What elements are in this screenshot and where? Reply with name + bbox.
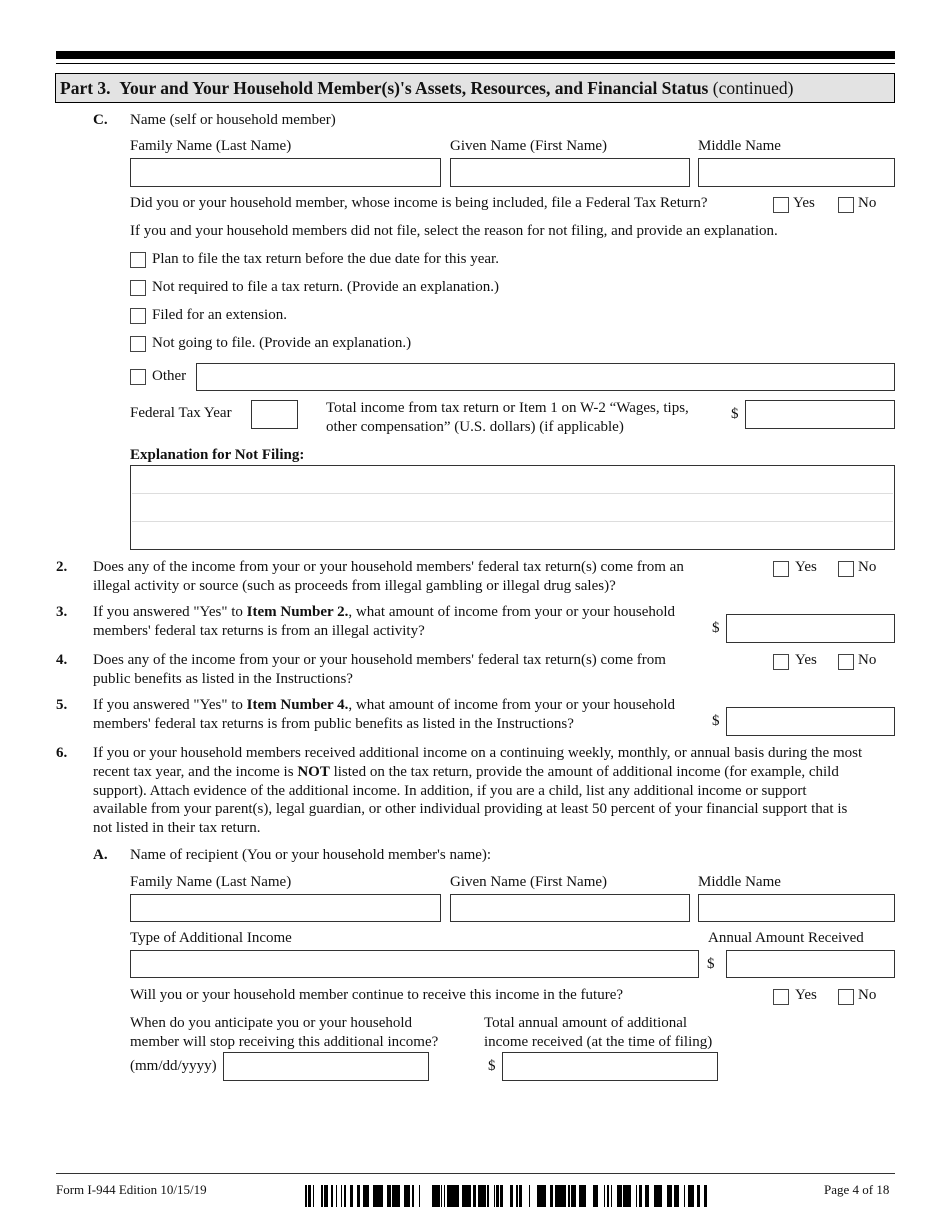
reason-extension-label: Filed for an extension. [152, 307, 287, 323]
page-number: Page 4 of 18 [824, 1182, 890, 1197]
item-4-line1: Does any of the income from your or your household members' federal tax return(s) come from [93, 652, 666, 668]
item-4-yes-label: Yes [795, 652, 817, 668]
reason-other-label: Other [152, 368, 187, 384]
explanation-label: Explanation for Not Filing: [130, 447, 305, 463]
middle-name-input[interactable] [698, 158, 895, 187]
total-annual-amount-input[interactable] [502, 1052, 718, 1081]
annual-amount-label: Annual Amount Received [708, 930, 864, 946]
a-middle-name-input[interactable] [698, 894, 895, 922]
form-edition: Form I-944 Edition 10/15/19 [56, 1182, 207, 1197]
stop-date-label-line2: member will stop receiving this additional income? [130, 1034, 439, 1050]
filed-yes-label: Yes [793, 195, 815, 211]
continue-no-label: No [858, 987, 877, 1003]
stop-date-label-line1: When do you anticipate you or your household [130, 1015, 413, 1031]
type-additional-income-label: Type of Additional Income [130, 930, 292, 946]
item-3-line1-bold: Item Number 2. [246, 604, 349, 620]
barcode-bar [704, 1185, 707, 1207]
explanation-rule [132, 521, 893, 522]
item-6-line3: support). Attach evidence of the additional income. In addition, if you are a child, list any additional income or support [93, 783, 807, 799]
item-4-no-label: No [858, 652, 877, 668]
item-6-line2-bold: NOT [297, 764, 330, 780]
total-income-dollar-sign: $ [731, 406, 739, 422]
filed-tax-return-question: Did you or your household member, whose income is being included, file a Federal Tax Return? [130, 195, 708, 211]
section-a-letter: A. [93, 847, 108, 863]
item-6-line4: available from your parent(s), legal guardian, or other individual providing at least 50 percent of your financial support that is [93, 801, 848, 817]
family-name-label: Family Name (Last Name) [130, 138, 292, 154]
item-2-line2: illegal activity or source (such as proceeds from illegal gambling or illegal drug sales)? [93, 578, 616, 594]
part-header [55, 73, 895, 103]
total-income-input[interactable] [745, 400, 895, 429]
footer-rule [56, 1173, 895, 1174]
continue-no-checkbox[interactable] [838, 989, 854, 1005]
item-5-amount-input[interactable] [726, 707, 895, 736]
total-annual-label-line2: income received (at the time of filing) [484, 1034, 713, 1050]
recipient-label: Name of recipient (You or your household member's name): [130, 847, 492, 863]
part-title-suffix: (continued) [712, 78, 794, 98]
item-3-dollar-sign: $ [712, 620, 720, 636]
given-name-input[interactable] [450, 158, 690, 187]
item-2-number: 2. [56, 559, 68, 575]
item-6-line1: If you or your household members received additional income on a continuing weekly, monthly, or annual basis during the most [93, 745, 863, 761]
not-filed-instruction: If you and your household members did not file, select the reason for not filing, and provide an explanation. [130, 223, 778, 239]
item-4-line2: public benefits as listed in the Instructions? [93, 671, 353, 687]
item-5-number: 5. [56, 697, 68, 713]
item-3-line1 [93, 603, 675, 622]
part-label: Part 3. [60, 78, 111, 98]
item-3-number: 3. [56, 604, 68, 620]
item-5-line2: members' federal tax returns is from public benefits as listed in the Instructions? [93, 716, 574, 732]
reason-not-required-label: Not required to file a tax return. (Provide an explanation.) [152, 279, 499, 295]
item-4-number: 4. [56, 652, 68, 668]
item-2-yes-checkbox[interactable] [773, 561, 789, 577]
item-3-line1-pre: If you answered "Yes" to [93, 604, 247, 620]
barcode [305, 1185, 707, 1207]
item-6-line2-post: listed on the tax return, provide the amount of additional income (for example, child [329, 764, 839, 780]
continue-income-question: Will you or your household member continue to receive this income in the future? [130, 987, 624, 1003]
top-thick-rule [56, 51, 895, 59]
item-6-line5: not listed in their tax return. [93, 820, 261, 836]
item-5-dollar-sign: $ [712, 713, 720, 729]
item-5-line1 [93, 696, 675, 715]
item-3-line2: members' federal tax returns is from an illegal activity? [93, 623, 425, 639]
explanation-textarea[interactable] [130, 465, 895, 550]
date-format-label: (mm/dd/yyyy) [130, 1058, 217, 1074]
item-5-line1-post: , what amount of income from your or your household [348, 697, 676, 713]
name-self-label: Name (self or household member) [130, 112, 336, 128]
family-name-input[interactable] [130, 158, 441, 187]
annual-amount-dollar-sign: $ [707, 956, 715, 972]
middle-name-label: Middle Name [698, 138, 781, 154]
reason-not-going-label: Not going to file. (Provide an explanation.) [152, 335, 412, 351]
item-2-yes-label: Yes [795, 559, 817, 575]
section-c-letter: C. [93, 112, 108, 128]
item-6-line2 [93, 763, 839, 782]
total-income-label-line2: other compensation” (U.S. dollars) (if applicable) [326, 419, 624, 435]
given-name-label: Given Name (First Name) [450, 138, 608, 154]
federal-tax-year-label: Federal Tax Year [130, 405, 232, 421]
filed-no-label: No [858, 195, 877, 211]
total-income-label-line1: Total income from tax return or Item 1 on W-2 “Wages, tips, [326, 400, 689, 416]
part-title: Your and Your Household Member(s)'s Assets, Resources, and Financial Status [119, 78, 709, 98]
item-4-yes-checkbox[interactable] [773, 654, 789, 670]
a-middle-name-label: Middle Name [698, 874, 781, 890]
reason-extension-checkbox[interactable] [130, 308, 146, 324]
item-6-number: 6. [56, 745, 68, 761]
item-3-line1-post: , what amount of income from your or your household [348, 604, 676, 620]
a-given-name-input[interactable] [450, 894, 690, 922]
total-annual-label-line1: Total annual amount of additional [484, 1015, 688, 1031]
total-annual-dollar-sign: $ [488, 1058, 496, 1074]
type-additional-income-input[interactable] [130, 950, 699, 978]
continue-yes-checkbox[interactable] [773, 989, 789, 1005]
item-2-line1: Does any of the income from your or your household members' federal tax return(s) come from an [93, 559, 684, 575]
filed-yes-checkbox[interactable] [773, 197, 789, 213]
stop-date-input[interactable] [223, 1052, 429, 1081]
filed-no-checkbox[interactable] [838, 197, 854, 213]
item-5-line1-bold: Item Number 4. [246, 697, 349, 713]
annual-amount-input[interactable] [726, 950, 895, 978]
reason-plan-to-file-label: Plan to file the tax return before the due date for this year. [152, 251, 499, 267]
a-family-name-input[interactable] [130, 894, 441, 922]
top-thin-rule [56, 63, 895, 64]
item-2-no-checkbox[interactable] [838, 561, 854, 577]
continue-yes-label: Yes [795, 987, 817, 1003]
federal-tax-year-input[interactable] [251, 400, 298, 429]
item-4-no-checkbox[interactable] [838, 654, 854, 670]
explanation-rule [132, 493, 893, 494]
a-given-name-label: Given Name (First Name) [450, 874, 608, 890]
item-3-amount-input[interactable] [726, 614, 895, 643]
reason-not-going-checkbox[interactable] [130, 336, 146, 352]
reason-other-checkbox[interactable] [130, 369, 146, 385]
a-family-name-label: Family Name (Last Name) [130, 874, 292, 890]
reason-plan-to-file-checkbox[interactable] [130, 252, 146, 268]
item-2-no-label: No [858, 559, 877, 575]
other-reason-input[interactable] [196, 363, 895, 391]
item-6-line2-pre: recent tax year, and the income is [93, 764, 298, 780]
reason-not-required-checkbox[interactable] [130, 280, 146, 296]
item-5-line1-pre: If you answered "Yes" to [93, 697, 247, 713]
